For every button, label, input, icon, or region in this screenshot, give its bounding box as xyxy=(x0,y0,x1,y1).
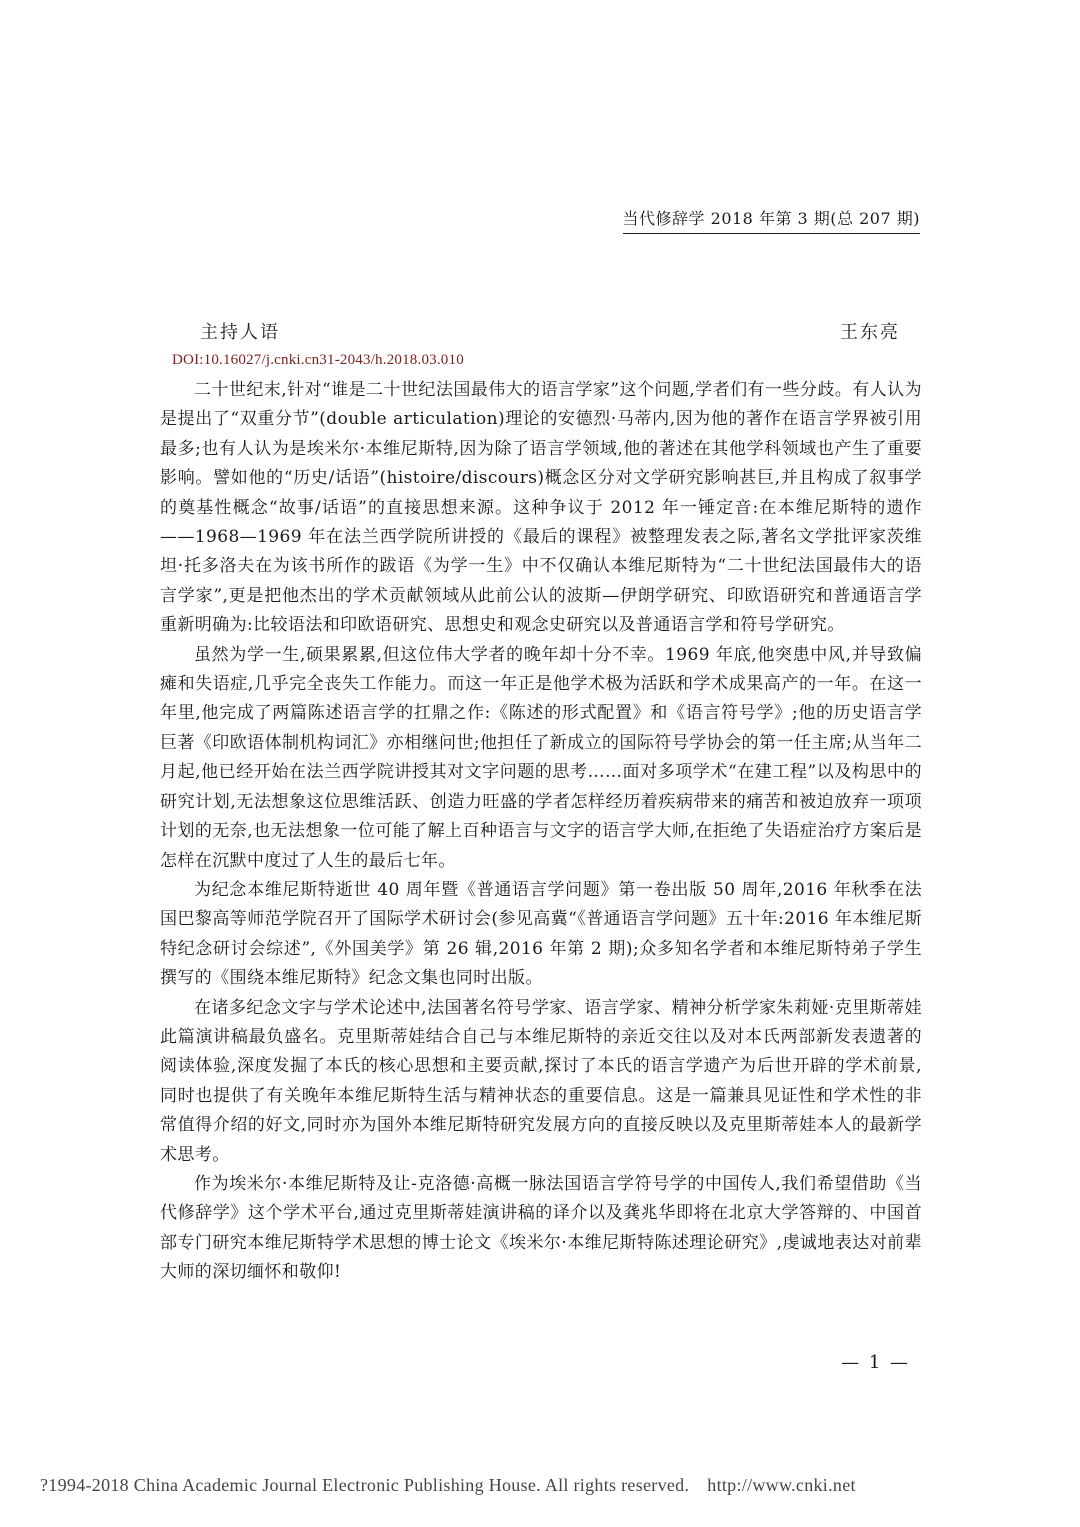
copyright-notice: ?1994-2018 China Academic Journal Electronic Publishing House. All rights reserved. xyxy=(40,1475,690,1495)
page-number: — 1 — xyxy=(841,1352,910,1373)
journal-header: 当代修辞学 2018 年第 3 期(总 207 期) xyxy=(623,206,920,234)
paragraph-4: 在诸多纪念文字与学术论述中,法国著名符号学家、语言学家、精神分析学家朱莉娅·克里斯蒂娃此篇演讲稿最负盛名。克里斯蒂娃结合自己与本维尼斯特的亲近交往以及对本氏两部新发表遗著的阅读体验,深度发掘了本氏的核心思想和主要贡献,探讨了本氏的语言学遗产为后世开辟的学术前景,同时也提供了有关晚年本维尼斯特生活与精神状态的重要信息。这是一篇兼具见证性和学术性的非常值得介绍的好文,同时亦为国外本维尼斯特研究发展方向的直接反映以及克里斯蒂娃本人的最新学术思考。 xyxy=(160,997,922,1165)
paragraph-1: 二十世纪末,针对“谁是二十世纪法国最伟大的语言学家”这个问题,学者们有一些分歧。有人认为是提出了“双重分节”(double articulation)理论的安德烈·马蒂内,因为他的著作在语言学界被引用最多;也有人认为是埃米尔·本维尼斯特,因为除了语言学领域,他的著述在其他学科领域也产生了重要影响。譬如他的“历史/话语”(histoire/discours)概念区分对文学研究影响甚巨,并且构成了叙事学的奠基性概念“故事/话语”的直接思想来源。这种争议于 2012 年一锤定音:在本维尼斯特的遗作——1968—1969 年在法兰西学院所讲授的《最后的课程》被整理发表之际,著名文学批评家茨维坦·托多洛夫在为该书所作的跋语《为学一生》中不仅确认本维尼斯特为“二十世纪法国最伟大的语言学家”,更是把他杰出的学术贡献领域从此前公认的波斯—伊朗学研究、印欧语研究和普通语言学重新明确为:比较语法和印欧语研究、思想史和观念史研究以及普通语言学和符号学研究。 xyxy=(160,380,922,636)
paragraph-3: 为纪念本维尼斯特逝世 40 周年暨《普通语言学问题》第一卷出版 50 周年,2016 年秋季在法国巴黎高等师范学院召开了国际学术研讨会(参见高冀“《普通语言学问题》五十年:2016 年本维尼斯特纪念研讨会综述”,《外国美学》第 26 辑,2016 年第 2 期);众多知名学者和本维尼斯特弟子学生撰写的《围绕本维尼斯特》纪念文集也同时出版。 xyxy=(160,879,922,989)
author-name: 王东亮 xyxy=(840,322,900,343)
column-title: 主持人语 xyxy=(200,322,280,343)
copyright-footer xyxy=(40,1475,1040,1496)
article-body xyxy=(160,376,922,1288)
paragraph-5: 作为埃米尔·本维尼斯特及让-克洛德·高概一脉法国语言学符号学的中国传人,我们希望借助《当代修辞学》这个学术平台,通过克里斯蒂娃演讲稿的译介以及龚兆华即将在北京大学答辩的、中国首部专门研究本维尼斯特学术思想的博士论文《埃米尔·本维尼斯特陈述理论研究》,虔诚地表达对前辈大师的深切缅怀和敬仰! xyxy=(160,1173,922,1283)
paragraph-2: 虽然为学一生,硕果累累,但这位伟大学者的晚年却十分不幸。1969 年底,他突患中风,并导致偏瘫和失语症,几乎完全丧失工作能力。而这一年正是他学术极为活跃和学术成果高产的一年。在这一年里,他完成了两篇陈述语言学的扛鼎之作:《陈述的形式配置》和《语言符号学》;他的历史语言学巨著《印欧语体制机构词汇》亦相继问世;他担任了新成立的国际符号学协会的第一任主席;从当年二月起,他已经开始在法兰西学院讲授其对文字问题的思考……面对多项学术“在建工程”以及构思中的研究计划,无法想象这位思维活跃、创造力旺盛的学者怎样经历着疾病带来的痛苦和被迫放弃一项项计划的无奈,也无法想象一位可能了解上百种语言与文字的语言学大师,在拒绝了失语症治疗方案后是怎样在沉默中度过了人生的最后七年。 xyxy=(160,644,922,871)
doi-link[interactable]: DOI:10.16027/j.cnki.cn31-2043/h.2018.03.010 xyxy=(172,352,464,368)
footer-url-link[interactable]: http://www.cnki.net xyxy=(707,1475,856,1495)
